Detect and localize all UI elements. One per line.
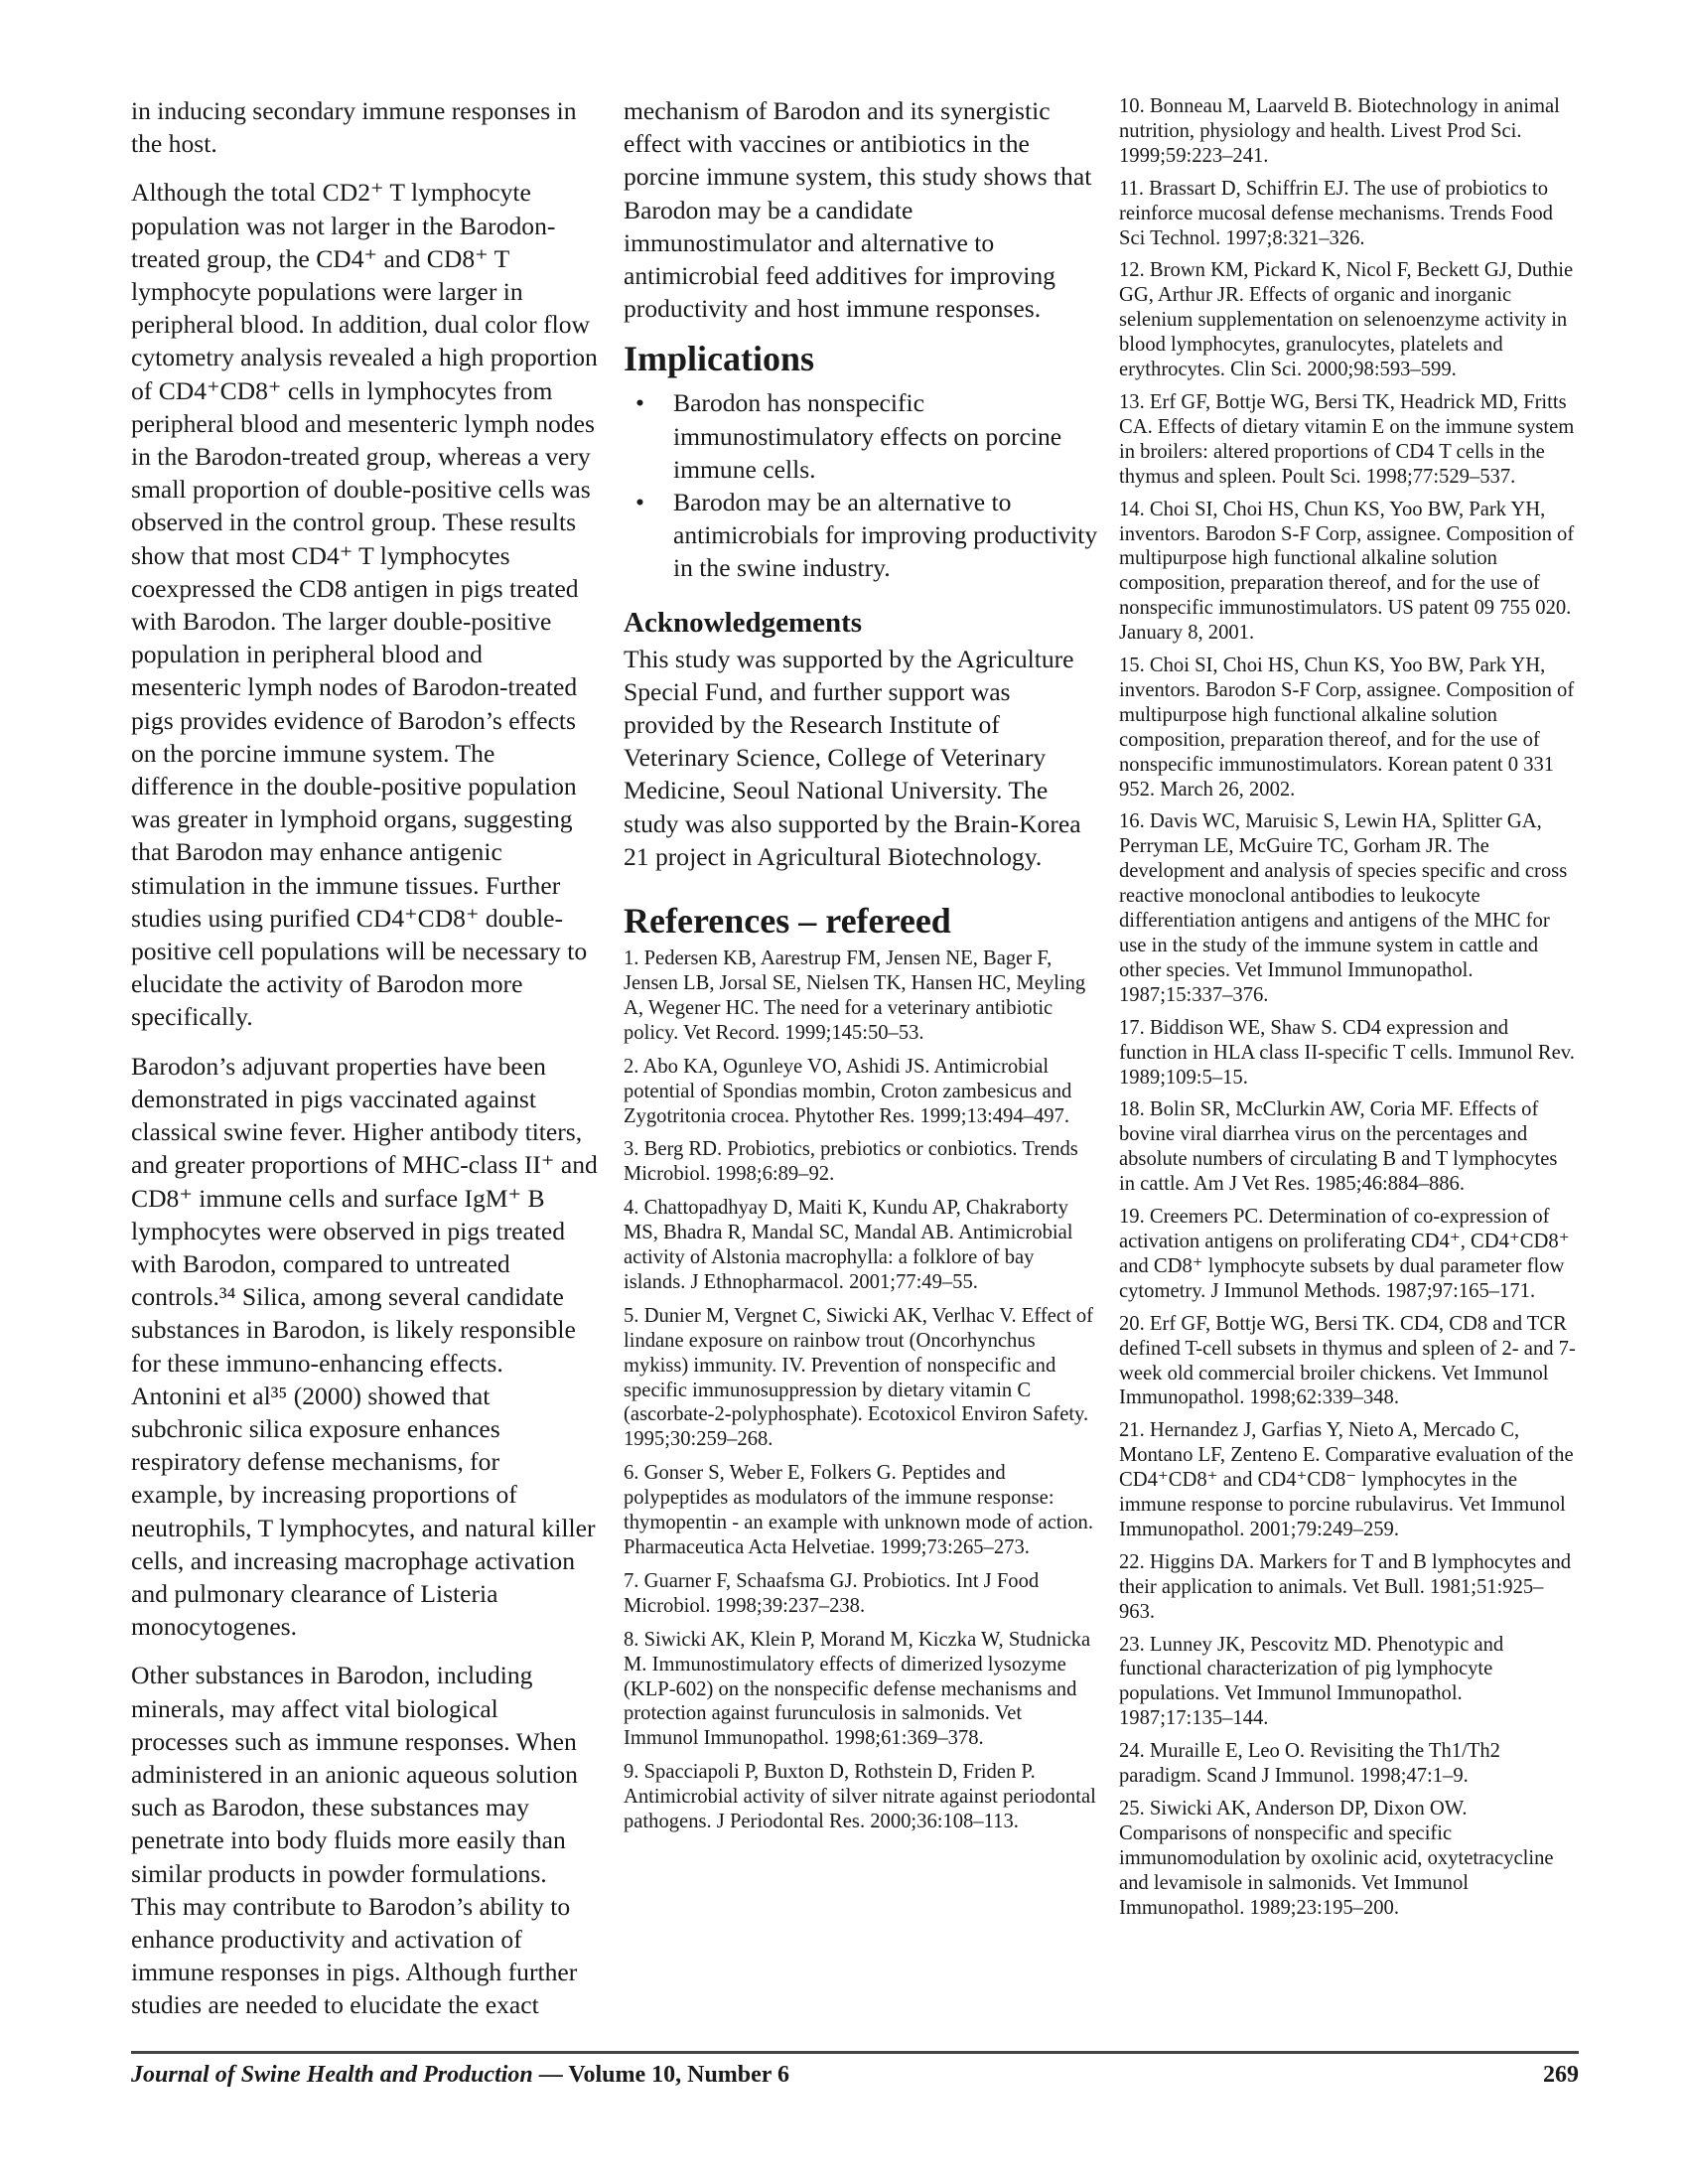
implications-heading: Implications <box>624 339 815 379</box>
reference-item: 8. Siwicki AK, Klein P, Morand M, Kiczka W, Studnicka M. Immunostimulatory effects of dimerized lysozyme (KLP-602) on the nonspecific defense mechanisms and protection against furunculosis in salmonids. Vet Immunol Immunopathol. 1998;61:369–378. <box>624 1628 1091 1750</box>
reference-item: 22. Higgins DA. Markers for T and B lymphocytes and their application to animals. Vet Bull. 1981;51:925–963. <box>1119 1550 1572 1623</box>
body-paragraph: Other substances in Barodon, including minerals, may affect vital biological processes such as immune responses. When administered in an anionic aqueous solution such as Barodon, these substances may penetrate into body fluids more easily than similar products in powder formulations. This may contribute to Barodon’s ability to enhance productivity and activation of immune responses in pigs. Although further studies are needed to elucidate the exact <box>131 1661 578 2020</box>
reference-item: 21. Hernandez J, Garfias Y, Nieto A, Mercado C, Montano LF, Zenteno E. Comparative evaluation of the CD4⁺CD8⁺ and CD4⁺CD8⁻ lymphocytes in the immune response to porcine rubulavirus. Vet Immunol Immunopathol. 2001;79:249–259. <box>1119 1419 1574 1540</box>
body-paragraph: mechanism of Barodon and its synergistic effect with vaccines or antibiotics in the porcine immune system, this study shows that Barodon may be a candidate immunostimulator and alternative to antimicrobial feed additives for improving productivity and host immune responses. <box>624 96 1092 324</box>
reference-item: 6. Gonser S, Weber E, Folkers G. Peptides and polypeptides as modulators of the immune response: thymopentin - an example with unknown mode of action. Pharmaceutica Acta Helvetiae. 1999;73:265–273. <box>624 1462 1093 1558</box>
reference-item: 25. Siwicki AK, Anderson DP, Dixon OW. Comparisons of nonspecific and specific immunomodulation by oxolinic acid, oxytetracycline and levamisole in salmonids. Vet Immunol Immunopathol. 1989;23:195–200. <box>1119 1798 1554 1919</box>
journal-title: Journal of Swine Health and Production <box>131 2062 533 2088</box>
reference-item: 12. Brown KM, Pickard K, Nicol F, Beckett GJ, Duthie GG, Arthur JR. Effects of organic and inorganic selenium supplementation on selenoenzyme activity in blood lymphocytes, granulocytes, platelets and erythrocytes. Clin Sci. 2000;98:593–599. <box>1119 259 1574 381</box>
list-item <box>624 486 1098 585</box>
acknowledgements-text: This study was supported by the Agriculture Special Fund, and further support was provided by the Research Institute of Veterinary Science, College of Veterinary Medicine, Seoul National University. The study was also supported by the Brain-Korea 21 project in Agricultural Biotechnology. <box>624 644 1081 871</box>
list-item-text: Barodon may be an alternative to antimicrobials for improving productivity in the swine industry. <box>673 488 1098 583</box>
reference-item: 14. Choi SI, Choi HS, Chun KS, Yoo BW, Park YH, inventors. Barodon S-F Corp, assignee. Composition of multipurpose high functional alkaline solution composition, preparation thereof, and for the use of nonspecific immunostimulators. US patent 09 755 020. January 8, 2001. <box>1119 498 1575 645</box>
reference-item: 17. Biddison WE, Shaw S. CD4 expression and function in HLA class II-specific T cells. Immunol Rev. 1989;109:5–15. <box>1119 1016 1575 1089</box>
reference-item: 16. Davis WC, Maruisic S, Lewin HA, Splitter GA, Perryman LE, McGuire TC, Gorham JR. The development and analysis of species specific and cross reactive monoclonal antibodies to leukocyte differentiation antigens and antigens of the MHC for use in the study of the immune system in cattle and other species. Vet Immunol Immunopathol. 1987;15:337–376. <box>1119 810 1568 1006</box>
column-1 <box>131 94 598 2038</box>
body-paragraph: Barodon’s adjuvant properties have been demonstrated in pigs vaccinated against classical swine fever. Higher antibody titers, and greater proportions of MHC-class II⁺ and CD8⁺ immune cells and surface IgM⁺ B lymphocytes were observed in pigs treated with Barodon, compared to untreated controls.³⁴ Silica, among several candidate substances in Barodon, is likely responsible for these immuno-enhancing effects. Antonini et al³⁵ (2000) showed that subchronic silica exposure enhances respiratory defense mechanisms, for example, by increasing proportions of neutrophils, T lymphocytes, and natural killer cells, and increasing macrophage activation and pulmonary clearance of Listeria monocytogenes. <box>131 1051 598 1642</box>
reference-item: 18. Bolin SR, McClurkin AW, Coria MF. Effects of bovine viral diarrhea virus on the percentages and absolute numbers of circulating B and T lymphocytes in cattle. Am J Vet Res. 1985;46:884–886. <box>1119 1098 1558 1196</box>
implications-list <box>624 386 1098 584</box>
body-paragraph: Although the total CD2⁺ T lymphocyte population was not larger in the Barodon-treated group, the CD4⁺ and CD8⁺ T lymphocyte populations were larger in peripheral blood. In addition, dual color flow cytometry analysis revealed a high proportion of CD4⁺CD8⁺ cells in lymphocytes from peripheral blood and mesenteric lymph nodes in the Barodon-treated group, whereas a very small proportion of double-positive cells was observed in the control group. These results show that most CD4⁺ T lymphocytes coexpressed the CD8 antigen in pigs treated with Barodon. The larger double-positive population in peripheral blood and mesenteric lymph nodes of Barodon-treated pigs provides evidence of Barodon’s effects on the porcine immune system. The difference in the double-positive population was greater in lymphoid organs, suggesting that Barodon may enhance antigenic stimulation in the immune tissues. Further studies using purified CD4⁺CD8⁺ double-positive cell populations will be necessary to elucidate the activity of Barodon more specifically. <box>131 178 598 1032</box>
reference-item: 23. Lunney JK, Pescovitz MD. Phenotypic and functional characterization of pig lymphocyte populations. Vet Immunol Immunopathol. 1987;17:135–144. <box>1119 1633 1504 1730</box>
reference-item: 20. Erf GF, Bottje WG, Bersi TK. CD4, CD8 and TCR defined T-cell subsets in thymus and spleen of 2- and 7-week old commercial broiler chickens. Vet Immunol Immunopathol. 1998;62:339–348. <box>1119 1312 1576 1409</box>
footer-journal-line <box>131 2062 789 2089</box>
reference-item: 3. Berg RD. Probiotics, prebiotics or conbiotics. Trends Microbiol. 1998;6:89–92. <box>624 1138 1078 1186</box>
list-item-text: Barodon has nonspecific immunostimulatory effects on porcine immune cells. <box>673 388 1062 484</box>
reference-item: 24. Muraille E, Leo O. Revisiting the Th1/Th2 paradigm. Scand J Immunol. 1998;47:1–9. <box>1119 1740 1500 1788</box>
footer-divider <box>131 2051 1579 2054</box>
references-list-b <box>1119 94 1578 1921</box>
reference-item: 5. Dunier M, Vergnet C, Siwicki AK, Verlhac V. Effect of lindane exposure on rainbow trout (Oncorhynchus mykiss) immunity. IV. Prevention of nonspecific and specific immunosuppression by dietary vitamin C (ascorbate-2-polyphosphate). Ecotoxicol Environ Safety. 1995;30:259–268. <box>624 1304 1094 1451</box>
reference-item: 13. Erf GF, Bottje WG, Bersi TK, Headrick MD, Fritts CA. Effects of dietary vitamin E on the immune system in broilers: altered proportions of CD4 T cells in the thymus and spleen. Poult Sci. 1998;77:529–537. <box>1119 390 1575 488</box>
body-paragraph: in inducing secondary immune responses in the host. <box>131 96 577 159</box>
page-number: 269 <box>1543 2062 1579 2088</box>
acknowledgements-heading: Acknowledgements <box>624 606 863 639</box>
journal-issue: — Volume 10, Number 6 <box>532 2062 790 2088</box>
reference-item: 9. Spacciapoli P, Buxton D, Rothstein D, Friden P. Antimicrobial activity of silver nitrate against periodontal pathogens. J Periodontal Res. 2000;36:108–113. <box>624 1761 1096 1833</box>
reference-item: 11. Brassart D, Schiffrin EJ. The use of probiotics to reinforce mucosal defense mechanisms. Trends Food Sci Technol. 1997;8:321–326. <box>1119 177 1553 249</box>
column-2 <box>624 94 1098 1843</box>
references-list-a <box>624 946 1098 1834</box>
column-3 <box>1119 94 1578 1929</box>
reference-item: 1. Pedersen KB, Aarestrup FM, Jensen NE, Bager F, Jensen LB, Jorsal SE, Nielsen TK, Hansen HC, Meyling A, Wegener HC. The need for a veterinary antibiotic policy. Vet Record. 1999;145:50–53. <box>624 947 1086 1044</box>
bullet-icon: • <box>635 388 644 418</box>
list-item <box>624 386 1098 486</box>
reference-item: 19. Creemers PC. Determination of co-expression of activation antigens on proliferating CD4⁺, CD4⁺CD8⁺ and CD8⁺ lymphocyte subsets by dual parameter flow cytometry. J Immunol Methods. 1987;97:165–171. <box>1119 1206 1570 1302</box>
reference-item: 10. Bonneau M, Laarveld B. Biotechnology in animal nutrition, physiology and health. Livest Prod Sci. 1999;59:223–241. <box>1119 95 1560 167</box>
references-heading: References – refereed <box>624 901 951 942</box>
reference-item: 15. Choi SI, Choi HS, Chun KS, Yoo BW, Park YH, inventors. Barodon S-F Corp, assignee. Composition of multipurpose high functional alkaline solution composition, preparation thereof, and for the use of nonspecific immunostimulators. Korean patent 0 331 952. March 26, 2002. <box>1119 655 1575 801</box>
reference-item: 4. Chattopadhyay D, Maiti K, Kundu AP, Chakraborty MS, Bhadra R, Mandal SC, Mandal AB. Antimicrobial activity of Alstonia macrophylla: a folklore of bay islands. J Ethnopharmacol. 2001;77:49–55. <box>624 1197 1073 1293</box>
reference-item: 2. Abo KA, Ogunleye VO, Ashidi JS. Antimicrobial potential of Spondias mombin, Croton zambesicus and Zygotritonia crocea. Phytother Res. 1999;13:494–497. <box>624 1055 1072 1127</box>
bullet-icon: • <box>635 488 644 517</box>
reference-item: 7. Guarner F, Schaafsma GJ. Probiotics. Int J Food Microbiol. 1998;39:237–238. <box>624 1569 1040 1617</box>
